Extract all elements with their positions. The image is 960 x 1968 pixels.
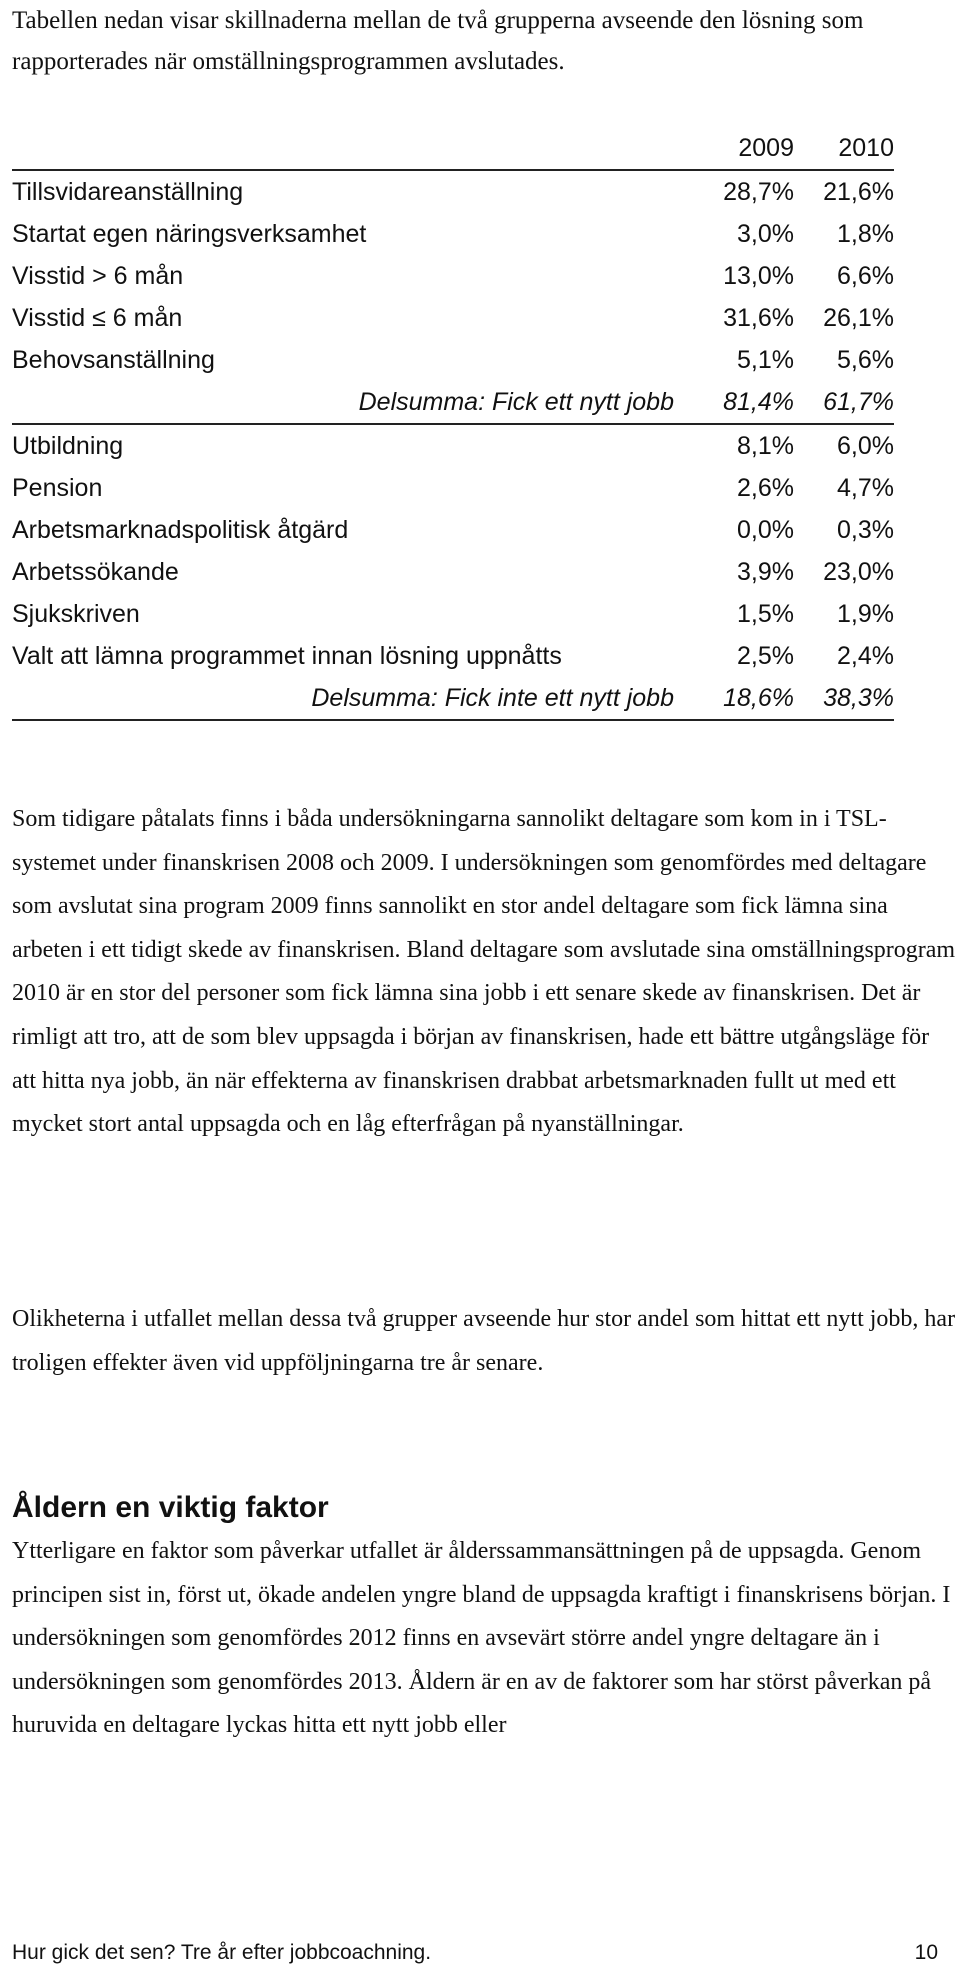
paragraph-olikheterna: Olikheterna i utfallet mellan dessa två grupper avseende hur stor andel som hittat ett nytt jobb, har troligen effekter även vid uppföljningarna tre år senare. — [12, 1306, 956, 1376]
value-2009: 1,5% — [737, 600, 794, 628]
value-2010: 6,0% — [837, 432, 894, 460]
page-number: 10 — [914, 1941, 938, 1964]
value-2009: 3,0% — [737, 220, 794, 248]
value-2009: 8,1% — [737, 432, 794, 460]
column-header-2009: 2009 — [738, 134, 794, 162]
subtotal-value-2009: 81,4% — [723, 388, 794, 416]
column-header-2010: 2010 — [838, 134, 894, 162]
subtotal-row-no-new-job — [12, 677, 894, 721]
row-label: Sjukskriven — [12, 600, 140, 628]
value-2009: 5,1% — [737, 346, 794, 374]
subtotal-value-2010: 38,3% — [823, 684, 894, 712]
table-row — [12, 635, 894, 677]
row-label: Arbetsmarknadspolitisk åtgärd — [12, 516, 349, 544]
value-2010: 6,6% — [837, 262, 894, 290]
subtotal-label: Delsumma: Fick ett nytt jobb — [358, 388, 674, 416]
value-2010: 1,8% — [837, 220, 894, 248]
row-label: Pension — [12, 474, 103, 502]
paragraph-alder: Ytterligare en faktor som påverkar utfallet är ålderssammansättningen på de uppsagda. Genom principen sist in, först ut, ökade andelen yngre bland de uppsagda kraftigt i finanskrisens början. I undersökningen som genomfördes 2012 finns en avsevärt större andel yngre deltagare än i undersökningen som genomfördes 2013. Åldern är en av de faktorer som har störst påverkan på huruvida en deltagare lyckas hitta ett nytt jobb eller — [12, 1538, 951, 1739]
row-label: Visstid ≤ 6 mån — [12, 304, 183, 332]
subtotal-label: Delsumma: Fick inte ett nytt jobb — [311, 684, 674, 712]
value-2010: 5,6% — [837, 346, 894, 374]
value-2010: 1,9% — [837, 600, 894, 628]
value-2009: 13,0% — [723, 262, 794, 290]
table-row — [12, 213, 894, 255]
row-label: Arbetssökande — [12, 558, 179, 586]
value-2010: 0,3% — [837, 516, 894, 544]
value-2010: 26,1% — [823, 304, 894, 332]
row-label: Visstid > 6 mån — [12, 262, 184, 290]
value-2009: 2,5% — [737, 642, 794, 670]
row-label: Valt att lämna programmet innan lösning uppnåtts — [12, 642, 562, 670]
table-row — [12, 171, 894, 213]
value-2009: 28,7% — [723, 178, 794, 206]
subtotal-row-new-job — [12, 381, 894, 425]
table-row — [12, 467, 894, 509]
table-row — [12, 509, 894, 551]
footer-title: Hur gick det sen? Tre år efter jobbcoachning. — [12, 1941, 432, 1964]
subtotal-value-2009: 18,6% — [723, 684, 794, 712]
value-2009: 31,6% — [723, 304, 794, 332]
intro-text: Tabellen nedan visar skillnaderna mellan de två grupperna avseende den lösning som rapporterades när omställningsprogrammen avslutades. — [12, 7, 864, 75]
table-row — [12, 551, 894, 593]
table-row — [12, 255, 894, 297]
value-2009: 3,9% — [737, 558, 794, 586]
table-row — [12, 593, 894, 635]
value-2009: 2,6% — [737, 474, 794, 502]
table-row — [12, 339, 894, 381]
row-label: Startat egen näringsverksamhet — [12, 220, 367, 248]
outcome-table — [12, 127, 894, 721]
table-header-row — [12, 127, 894, 171]
subtotal-value-2010: 61,7% — [823, 388, 894, 416]
value-2010: 23,0% — [823, 558, 894, 586]
value-2010: 2,4% — [837, 642, 894, 670]
table-row — [12, 297, 894, 339]
row-label: Utbildning — [12, 432, 124, 460]
row-label: Tillsvidareanställning — [12, 178, 244, 206]
table-row — [12, 425, 894, 467]
value-2010: 4,7% — [837, 474, 894, 502]
value-2009: 0,0% — [737, 516, 794, 544]
section-heading: Åldern en viktig faktor — [12, 1491, 329, 1524]
row-label: Behovsanställning — [12, 346, 215, 374]
value-2010: 21,6% — [823, 178, 894, 206]
paragraph-finanskrisen: Som tidigare påtalats finns i båda undersökningarna sannolikt deltagare som kom in i TSL-systemet under finanskrisen 2008 och 2009. I undersökningen som genomfördes med deltagare som avslutat sina program 2009 finns sannolikt en stor andel deltagare som fick lämna sina arbeten i ett tidigt skede av finanskrisen. Bland deltagare som avslutade sina omställningsprogram 2010 är en stor del personer som fick lämna sina jobb i ett senare skede av finanskrisen. Det är rimligt att tro, att de som blev uppsagda i början av finanskrisen, hade ett bättre utgångsläge för att hitta nya jobb, än när effekterna av finanskrisen drabbat arbetsmarknaden fullt ut med ett mycket stort antal uppsagda och en låg efterfrågan på nyanställningar. — [12, 806, 956, 1138]
